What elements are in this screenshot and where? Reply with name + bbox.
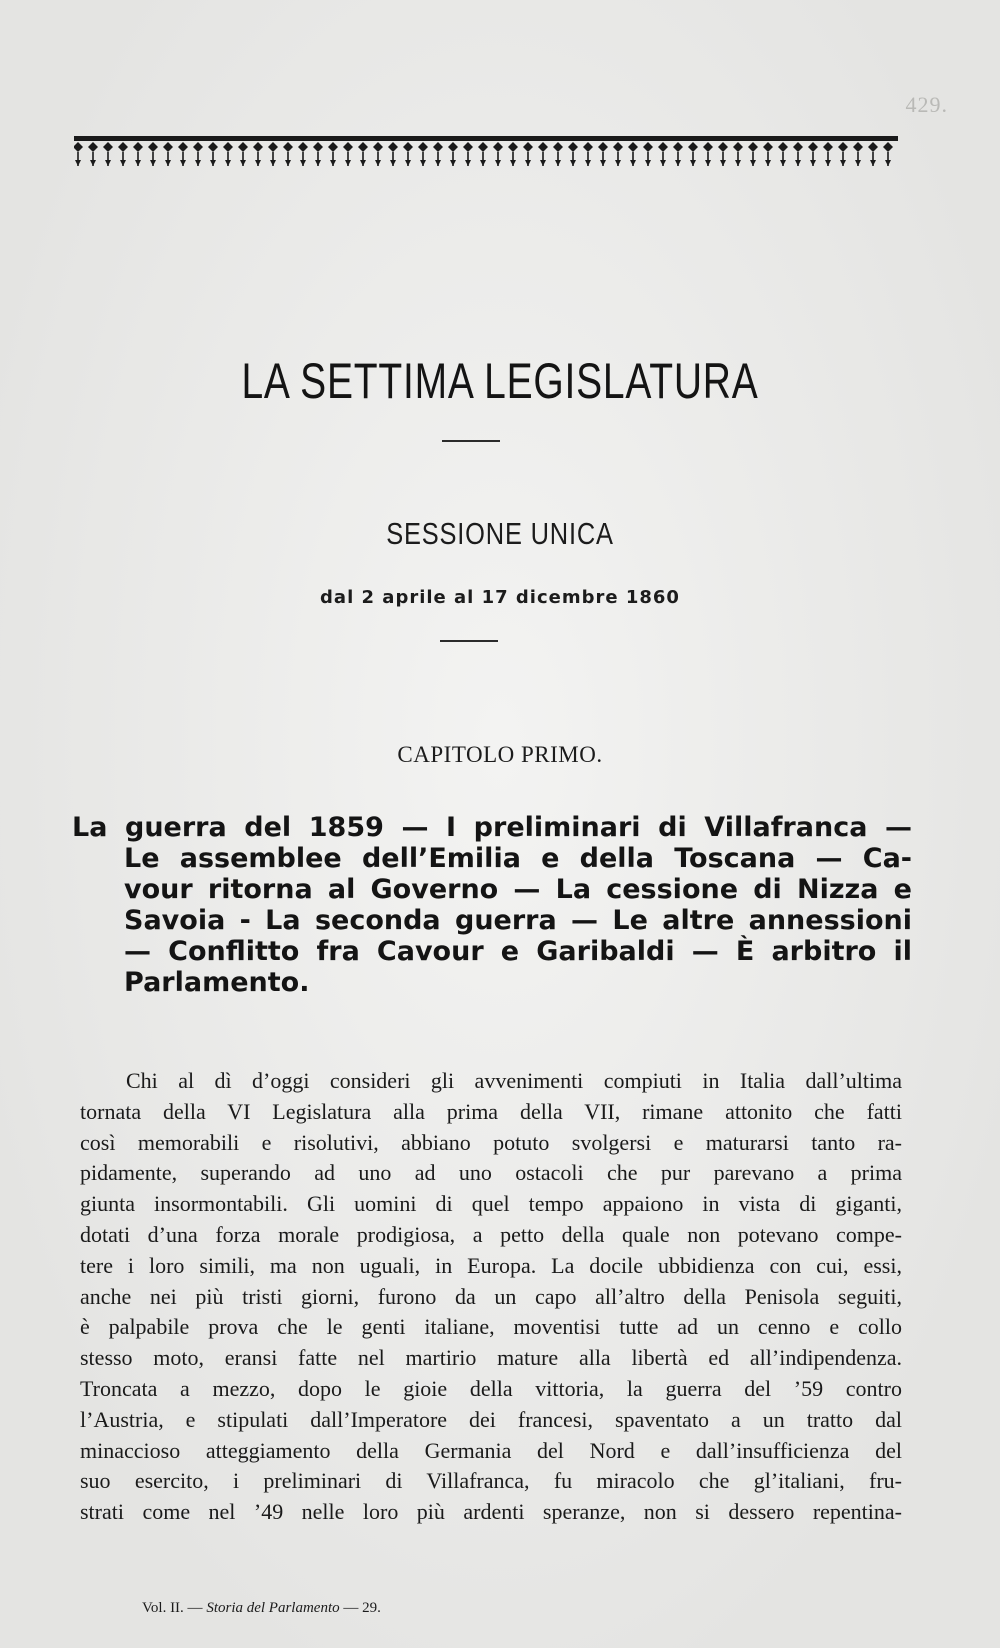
body-line: tornata della VI Legislatura alla prima della VII, rimane attonito che fatti xyxy=(80,1098,902,1124)
ornament-motif xyxy=(538,142,548,166)
chapter-heading: CAPITOLO PRIMO. xyxy=(397,742,603,767)
summary-line: vour ritorna al Governo — La cessione di Nizza e xyxy=(124,874,912,905)
ornament-motif xyxy=(733,142,743,166)
body-line: pidamente, superando ad uno ad uno ostacoli che pur parevano a prima xyxy=(80,1160,902,1186)
ornament-motif xyxy=(253,142,263,166)
ornament-motif xyxy=(163,142,173,166)
ornament-motif xyxy=(268,142,278,166)
ornament-motif xyxy=(74,142,83,166)
ornament-motif xyxy=(358,142,368,166)
page-title: LA SETTIMA LEGISLATURA xyxy=(241,353,759,409)
ornament-motif xyxy=(238,142,248,166)
ornament-motif xyxy=(328,142,338,166)
ornament-motif xyxy=(178,142,188,166)
ornament-motif xyxy=(868,142,878,166)
footer-work-title: Storia del Parlamento xyxy=(206,1600,340,1616)
ornament-motif xyxy=(568,142,578,166)
ornament-motif xyxy=(433,142,443,166)
ornament-motif xyxy=(673,142,683,166)
ornament-motif xyxy=(463,142,473,166)
page-footer xyxy=(142,1600,381,1617)
ornament-motif xyxy=(283,142,293,166)
ornament-motif xyxy=(373,142,383,166)
ornament-motif xyxy=(883,142,893,166)
chapter-summary xyxy=(72,812,912,998)
body-line: è palpabile prova che le genti italiane, moventisi tutte ad un cenno e collo xyxy=(80,1314,902,1340)
session-dates: dal 2 aprile al 17 dicembre 1860 xyxy=(320,587,680,608)
body-line: dotati d’una forza morale prodigiosa, a petto della quale non potevano compe- xyxy=(80,1221,902,1247)
ornament-motif xyxy=(208,142,218,166)
ornament-motif xyxy=(418,142,428,166)
ornament-pattern xyxy=(74,136,898,172)
ornament-motif xyxy=(193,142,203,166)
body-line: stesso moto, eransi fatte nel martirio mature alla libertà ed all’indipendenza. xyxy=(80,1345,902,1371)
ornament-motif xyxy=(583,142,593,166)
ornament-motif xyxy=(313,142,323,166)
ornament-motif xyxy=(658,142,668,166)
ornament-motif xyxy=(148,142,158,166)
ornament-motif xyxy=(508,142,518,166)
title-divider xyxy=(442,440,500,442)
ornament-motif xyxy=(388,142,398,166)
ornament-motif xyxy=(838,142,848,166)
ornament-motif xyxy=(718,142,728,166)
ornamental-header-border xyxy=(74,136,898,172)
ornament-motif xyxy=(223,142,233,166)
summary-line: La guerra del 1859 — I preliminari di Villafranca — xyxy=(72,812,912,843)
ornament-motif xyxy=(448,142,458,166)
ornament-motif xyxy=(343,142,353,166)
session-heading: SESSIONE UNICA xyxy=(386,516,614,551)
session-divider xyxy=(440,640,498,642)
summary-line: Parlamento. xyxy=(124,967,310,998)
ornament-bar xyxy=(74,136,898,141)
ornament-motif xyxy=(553,142,563,166)
ornament-motif xyxy=(748,142,758,166)
ornament-motif xyxy=(478,142,488,166)
summary-line: — Conflitto fra Cavour e Garibaldi — È arbitro il xyxy=(124,936,912,967)
body-line: Troncata a mezzo, dopo le gioie della vittoria, la guerra del ’59 contro xyxy=(80,1375,902,1401)
ornament-motif xyxy=(778,142,788,166)
footer-signature: — 29. xyxy=(339,1600,381,1616)
summary-line: Savoia - La seconda guerra — Le altre annessioni xyxy=(124,905,912,936)
body-line: giunta insormontabili. Gli uomini di quel tempo appaiono in vista di giganti, xyxy=(80,1191,902,1217)
page-number: 429. xyxy=(905,92,948,117)
ornament-motif xyxy=(133,142,143,166)
body-line: così memorabili e risolutivi, abbiano potuto svolgersi e maturarsi tanto ra- xyxy=(80,1129,902,1155)
ornament-motif xyxy=(688,142,698,166)
ornament-motif xyxy=(493,142,503,166)
body-line: Chi al dì d’oggi consideri gli avvenimenti compiuti in Italia dall’ultima xyxy=(126,1068,902,1093)
body-paragraph xyxy=(80,1066,902,1528)
ornament-motif xyxy=(523,142,533,166)
ornament-motif xyxy=(823,142,833,166)
body-line: tere i loro simili, ma non uguali, in Europa. La docile ubbidienza con cui, essi, xyxy=(80,1252,902,1278)
ornament-motif xyxy=(298,142,308,166)
ornament-motif xyxy=(118,142,128,166)
body-line: minaccioso atteggiamento della Germania del Nord e dall’insufficienza del xyxy=(80,1437,902,1463)
footer-volume: Vol. II. — xyxy=(142,1600,207,1616)
body-line: strati come nel ’49 nelle loro più ardenti speranze, non si dessero repentina- xyxy=(80,1499,902,1525)
ornament-motif xyxy=(703,142,713,166)
body-line: anche nei più tristi giorni, furono da un capo all’altro della Penisola seguiti, xyxy=(80,1283,902,1309)
body-line: suo esercito, i preliminari di Villafranca, fu miracolo che gl’italiani, fru- xyxy=(80,1468,902,1494)
ornament-motif xyxy=(613,142,623,166)
ornament-motif xyxy=(598,142,608,166)
ornament-motif xyxy=(808,142,818,166)
ornament-motif xyxy=(88,142,98,166)
ornament-motif xyxy=(763,142,773,166)
ornament-motif xyxy=(103,142,113,166)
ornament-motif xyxy=(793,142,803,166)
ornament-motif xyxy=(628,142,638,166)
ornament-motif xyxy=(643,142,653,166)
ornament-motif xyxy=(403,142,413,166)
summary-line: Le assemblee dell’Emilia e della Toscana — Ca- xyxy=(124,843,912,874)
body-line: l’Austria, e stipulati dall’Imperatore dei francesi, spaventato a un tratto dal xyxy=(80,1406,902,1432)
ornament-motif xyxy=(853,142,863,166)
